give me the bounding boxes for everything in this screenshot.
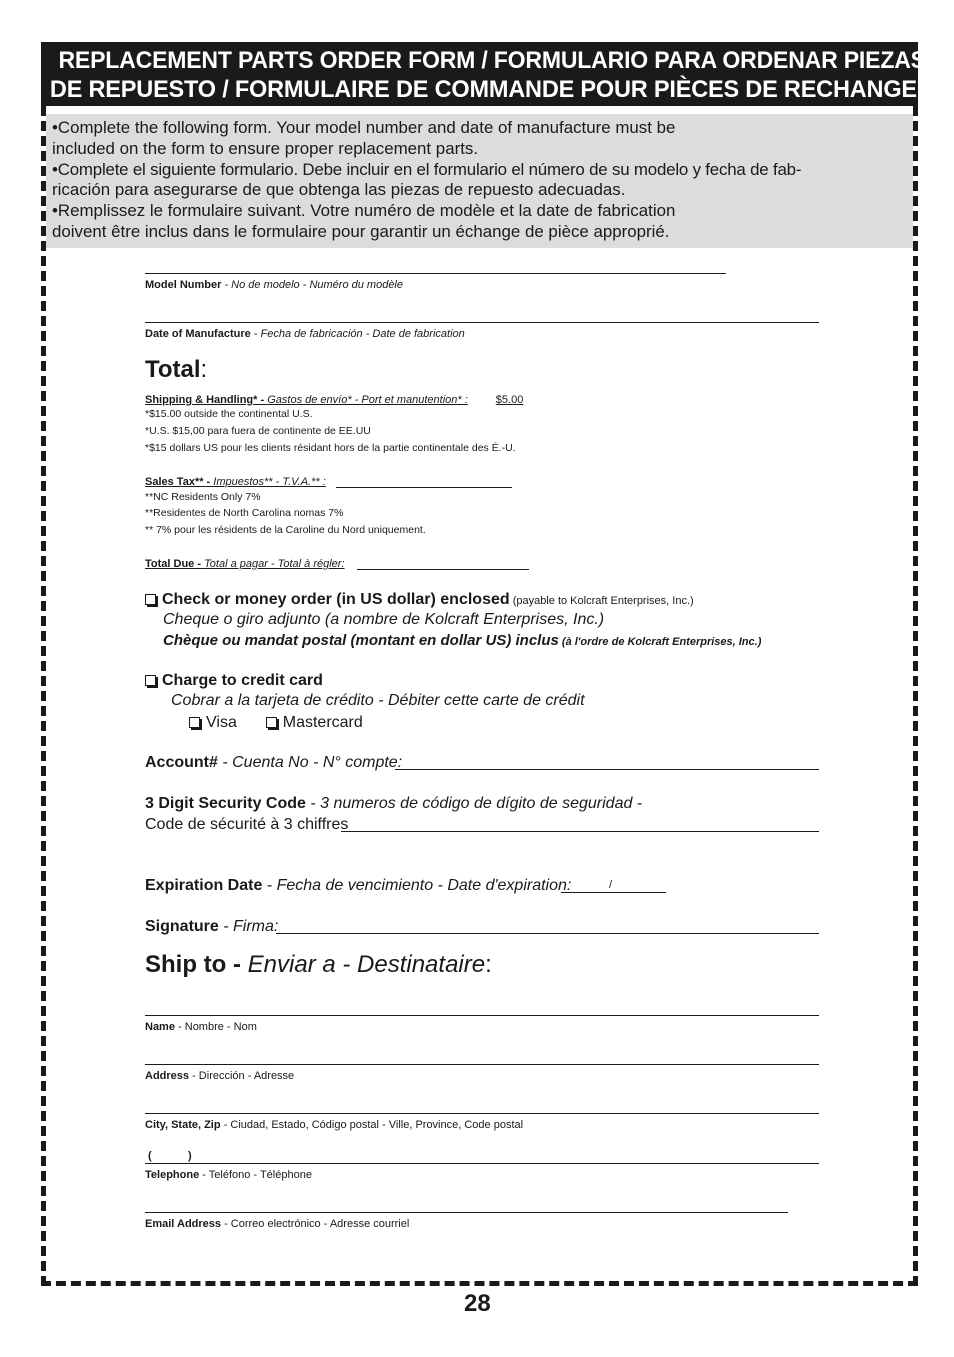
credit-card-checkbox[interactable]: [145, 675, 156, 686]
check-option-es: Cheque o giro adjunto (a nombre de Kolcraft Enterprises, Inc.): [163, 611, 605, 628]
expiration-date-label: Expiration Date - Fecha de vencimiento - Date d'expiration:: [145, 877, 572, 894]
phone-paren-close: ): [188, 1150, 192, 1162]
shipping-note-es: *U.S. $15,00 para fuera de continente de EE.UU: [145, 425, 371, 437]
instruction-en-2: included on the form to ensure proper replacement parts.: [52, 138, 479, 158]
telephone-field[interactable]: [145, 1163, 819, 1164]
mastercard-label: Mastercard: [282, 714, 363, 731]
expiration-slash: /: [609, 879, 613, 891]
expiration-date-field[interactable]: [561, 892, 666, 893]
ship-to-heading: Ship to - Enviar a - Destinataire:: [145, 951, 492, 978]
visa-checkbox[interactable]: [189, 717, 200, 728]
model-number-field[interactable]: [145, 273, 726, 274]
address-label: Address - Dirección - Adresse: [145, 1070, 295, 1082]
city-state-zip-label: City, State, Zip - Ciudad, Estado, Código postal - Ville, Province, Code postal: [145, 1119, 524, 1131]
instruction-fr-1: •Remplissez le formulaire suivant. Votre numéro de modèle et la date de fabrication: [52, 201, 676, 221]
instructions-box: [46, 114, 913, 248]
instruction-es-2: ricación para asegurarse de que obtenga las piezas de repuesto adecuadas.: [52, 180, 626, 200]
sales-tax-note-fr: ** 7% pour les résidents de la Caroline du Nord uniquement.: [145, 524, 426, 536]
city-state-zip-field[interactable]: [145, 1113, 819, 1114]
instruction-es-1: •Complete el siguiente formulario. Debe incluir en el formulario el número de su modelo y fecha de fab-: [52, 159, 802, 179]
total-due-label: Total Due - Total a pagar - Total à régler:: [145, 558, 345, 570]
shipping-note-fr: *$15 dollars US pour les clients résidant hors de la partie continentale des É.-U.: [145, 442, 516, 454]
check-option: Check or money order (in US dollar) enclosed (payable to Kolcraft Enterprises, Inc.): [145, 590, 694, 611]
account-number-field[interactable]: [395, 769, 819, 770]
form-title-line-2: DE REPUESTO / FORMULAIRE DE COMMANDE POUR PIÈCES DE RECHANGE: [49, 76, 917, 103]
credit-card-option-alt: Cobrar a la tarjeta de crédito - Débiter cette carte de crédit: [171, 692, 585, 709]
sales-tax-label: Sales Tax** - Impuestos** - T.V.A.** :: [145, 476, 326, 488]
address-field[interactable]: [145, 1064, 819, 1065]
form-title-line-1: REPLACEMENT PARTS ORDER FORM / FORMULARIO PARA ORDENAR PIEZAS: [58, 47, 926, 74]
shipping-note-en: *$15.00 outside the continental U.S.: [145, 408, 313, 420]
sales-tax-note-es: **Residentes de North Carolina nomas 7%: [145, 507, 344, 519]
check-checkbox[interactable]: [145, 594, 156, 605]
security-code-label-fr: Code de sécurité à 3 chiffres: [145, 816, 349, 833]
page-number: 28: [464, 1290, 491, 1317]
email-label: Email Address - Correo electrónico - Adresse courriel: [145, 1218, 410, 1230]
visa-label: Visa: [206, 714, 237, 731]
signature-field[interactable]: [276, 933, 819, 934]
signature-label: Signature - Firma:: [145, 918, 279, 935]
email-field[interactable]: [145, 1212, 788, 1213]
total-due-field[interactable]: [357, 569, 529, 570]
security-code-field[interactable]: [341, 831, 819, 832]
model-number-label: Model Number - No de modelo - Numéro du modèle: [145, 279, 403, 291]
date-of-manufacture-field[interactable]: [145, 322, 819, 323]
name-label: Name - Nombre - Nom: [145, 1021, 257, 1033]
card-type-options: [189, 713, 363, 733]
security-code-label: 3 Digit Security Code - 3 numeros de código de dígito de seguridad -: [145, 795, 643, 812]
shipping-label: Shipping & Handling* - Gastos de envío* - Port et manutention* : $5.00: [145, 394, 524, 406]
sales-tax-field[interactable]: [336, 487, 512, 488]
shipping-price: $5.00: [495, 394, 524, 406]
mastercard-checkbox[interactable]: [266, 717, 277, 728]
name-field[interactable]: [145, 1015, 819, 1016]
telephone-label: Telephone - Teléfono - Téléphone: [145, 1169, 312, 1181]
date-of-manufacture-label: Date of Manufacture - Fecha de fabricación - Date de fabrication: [145, 328, 465, 340]
account-label: Account# - Cuenta No - N° compte:: [145, 754, 403, 771]
instruction-fr-2: doivent être inclus dans le formulaire pour garantir un échange de pièce approprié.: [52, 221, 670, 241]
check-option-fr: Chèque ou mandat postal (montant en dollar US) inclus (à l'ordre de Kolcraft Enterprises, Inc.): [163, 632, 762, 649]
sales-tax-note-en: **NC Residents Only 7%: [145, 491, 261, 503]
total-heading: Total:: [145, 356, 208, 383]
credit-card-option: Charge to credit card: [145, 671, 323, 691]
instruction-en-1: •Complete the following form. Your model number and date of manufacture must be: [52, 118, 676, 137]
phone-paren-open: (: [148, 1150, 152, 1162]
form-title: [41, 42, 926, 106]
